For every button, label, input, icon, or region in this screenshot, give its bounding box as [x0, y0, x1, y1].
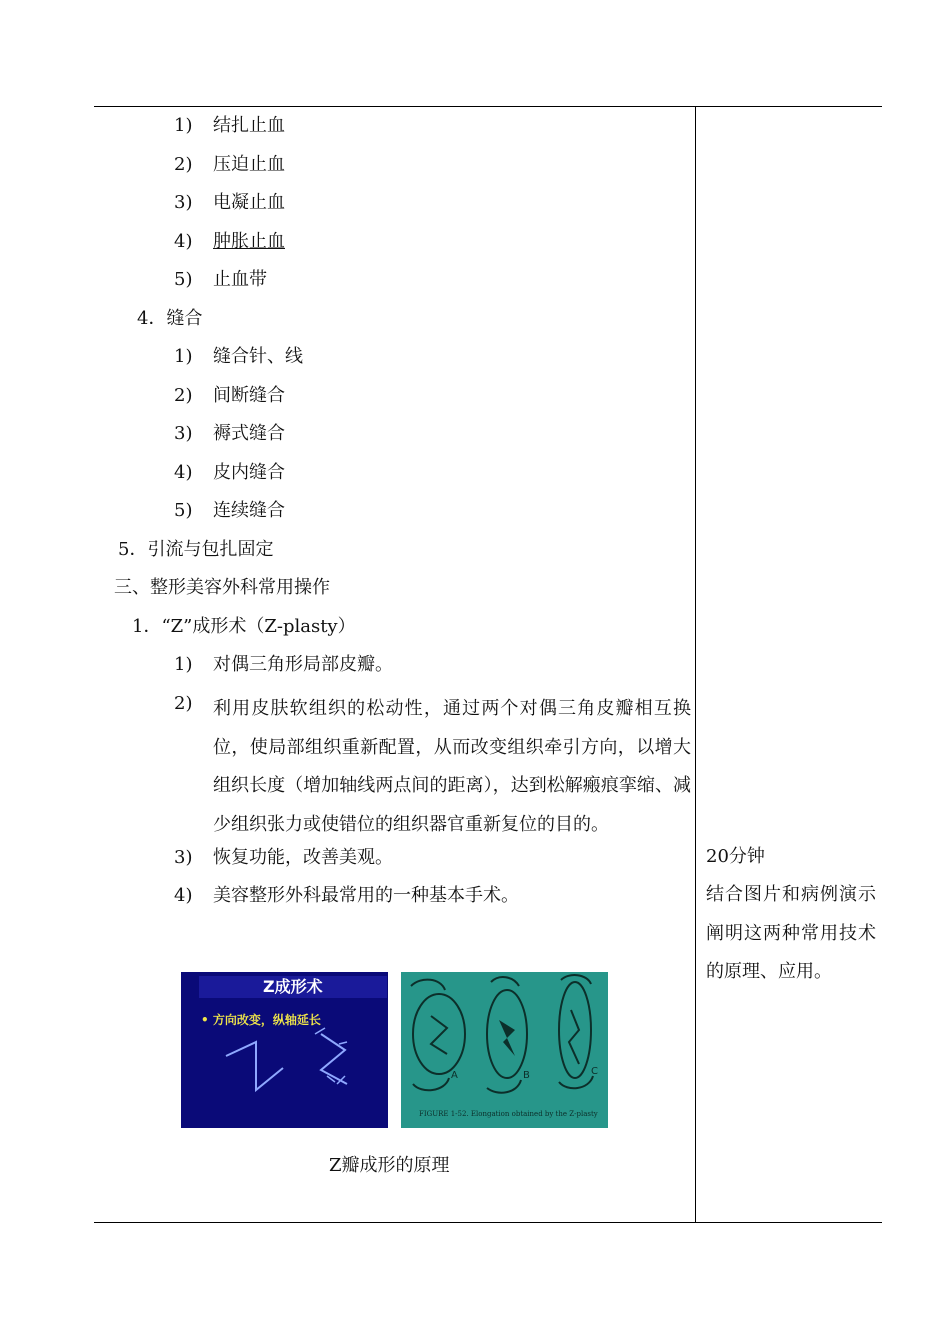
table-bottom-border — [94, 1222, 882, 1223]
list-item-number: 2) — [174, 693, 193, 714]
suture-mark — [339, 1042, 347, 1044]
figure-label-b: B — [523, 1070, 530, 1081]
z-limb-c — [569, 1010, 579, 1064]
tissue-oval-a — [413, 994, 465, 1074]
section-heading: 三、整形美容外科常用操作 — [114, 577, 330, 598]
z-flap-b — [499, 1020, 515, 1056]
elongation-illustration — [401, 972, 608, 1128]
list-item-paragraph: 利用皮肤软组织的松动性，通过两个对偶三角皮瓣相互换位，使局部组织重新配置，从而改变组织牵引方向，以增大组织长度（增加轴线两点间的距离），达到松解瘢痕挛缩、减少组织张力或使错位的组织器官重新复位的目的。 — [213, 698, 691, 835]
column-divider — [695, 106, 696, 1223]
hand-outline — [413, 1076, 593, 1093]
image-caption: Z瓣成形的原理 — [329, 1155, 450, 1176]
z-limb-a — [431, 1016, 447, 1054]
figure-caption: FIGURE 1-52. Elongation obtained by the Z-plasty — [419, 1110, 598, 1118]
duration-note: 20分钟 — [706, 846, 765, 867]
slide-title: Z成形术 — [263, 977, 323, 996]
z-plasty-diagram — [181, 972, 388, 1128]
teaching-note: 结合图片和病例演示阐明这两种常用技术的原理、应用。 — [706, 884, 876, 982]
heading-drainage: 5．引流与包扎固定 — [118, 539, 274, 560]
table-top-border — [94, 106, 882, 107]
suture-mark — [315, 1028, 325, 1034]
z-transposed-line — [321, 1034, 347, 1084]
heading-suture: 4．缝合 — [137, 308, 203, 329]
z-plasty-slide-image — [181, 972, 388, 1128]
figure-label-c: C — [591, 1066, 598, 1077]
slide-bullet: • 方向改变，纵轴延长 — [201, 1013, 321, 1027]
heading-z-plasty: 1．“Z”成形术（Z-plasty） — [132, 616, 356, 637]
hand-outline — [411, 975, 591, 990]
z-incision-line — [226, 1042, 283, 1090]
figure-label-a: A — [451, 1070, 458, 1081]
tissue-oval-c — [559, 982, 591, 1078]
z-plasty-figure-image — [401, 972, 608, 1128]
